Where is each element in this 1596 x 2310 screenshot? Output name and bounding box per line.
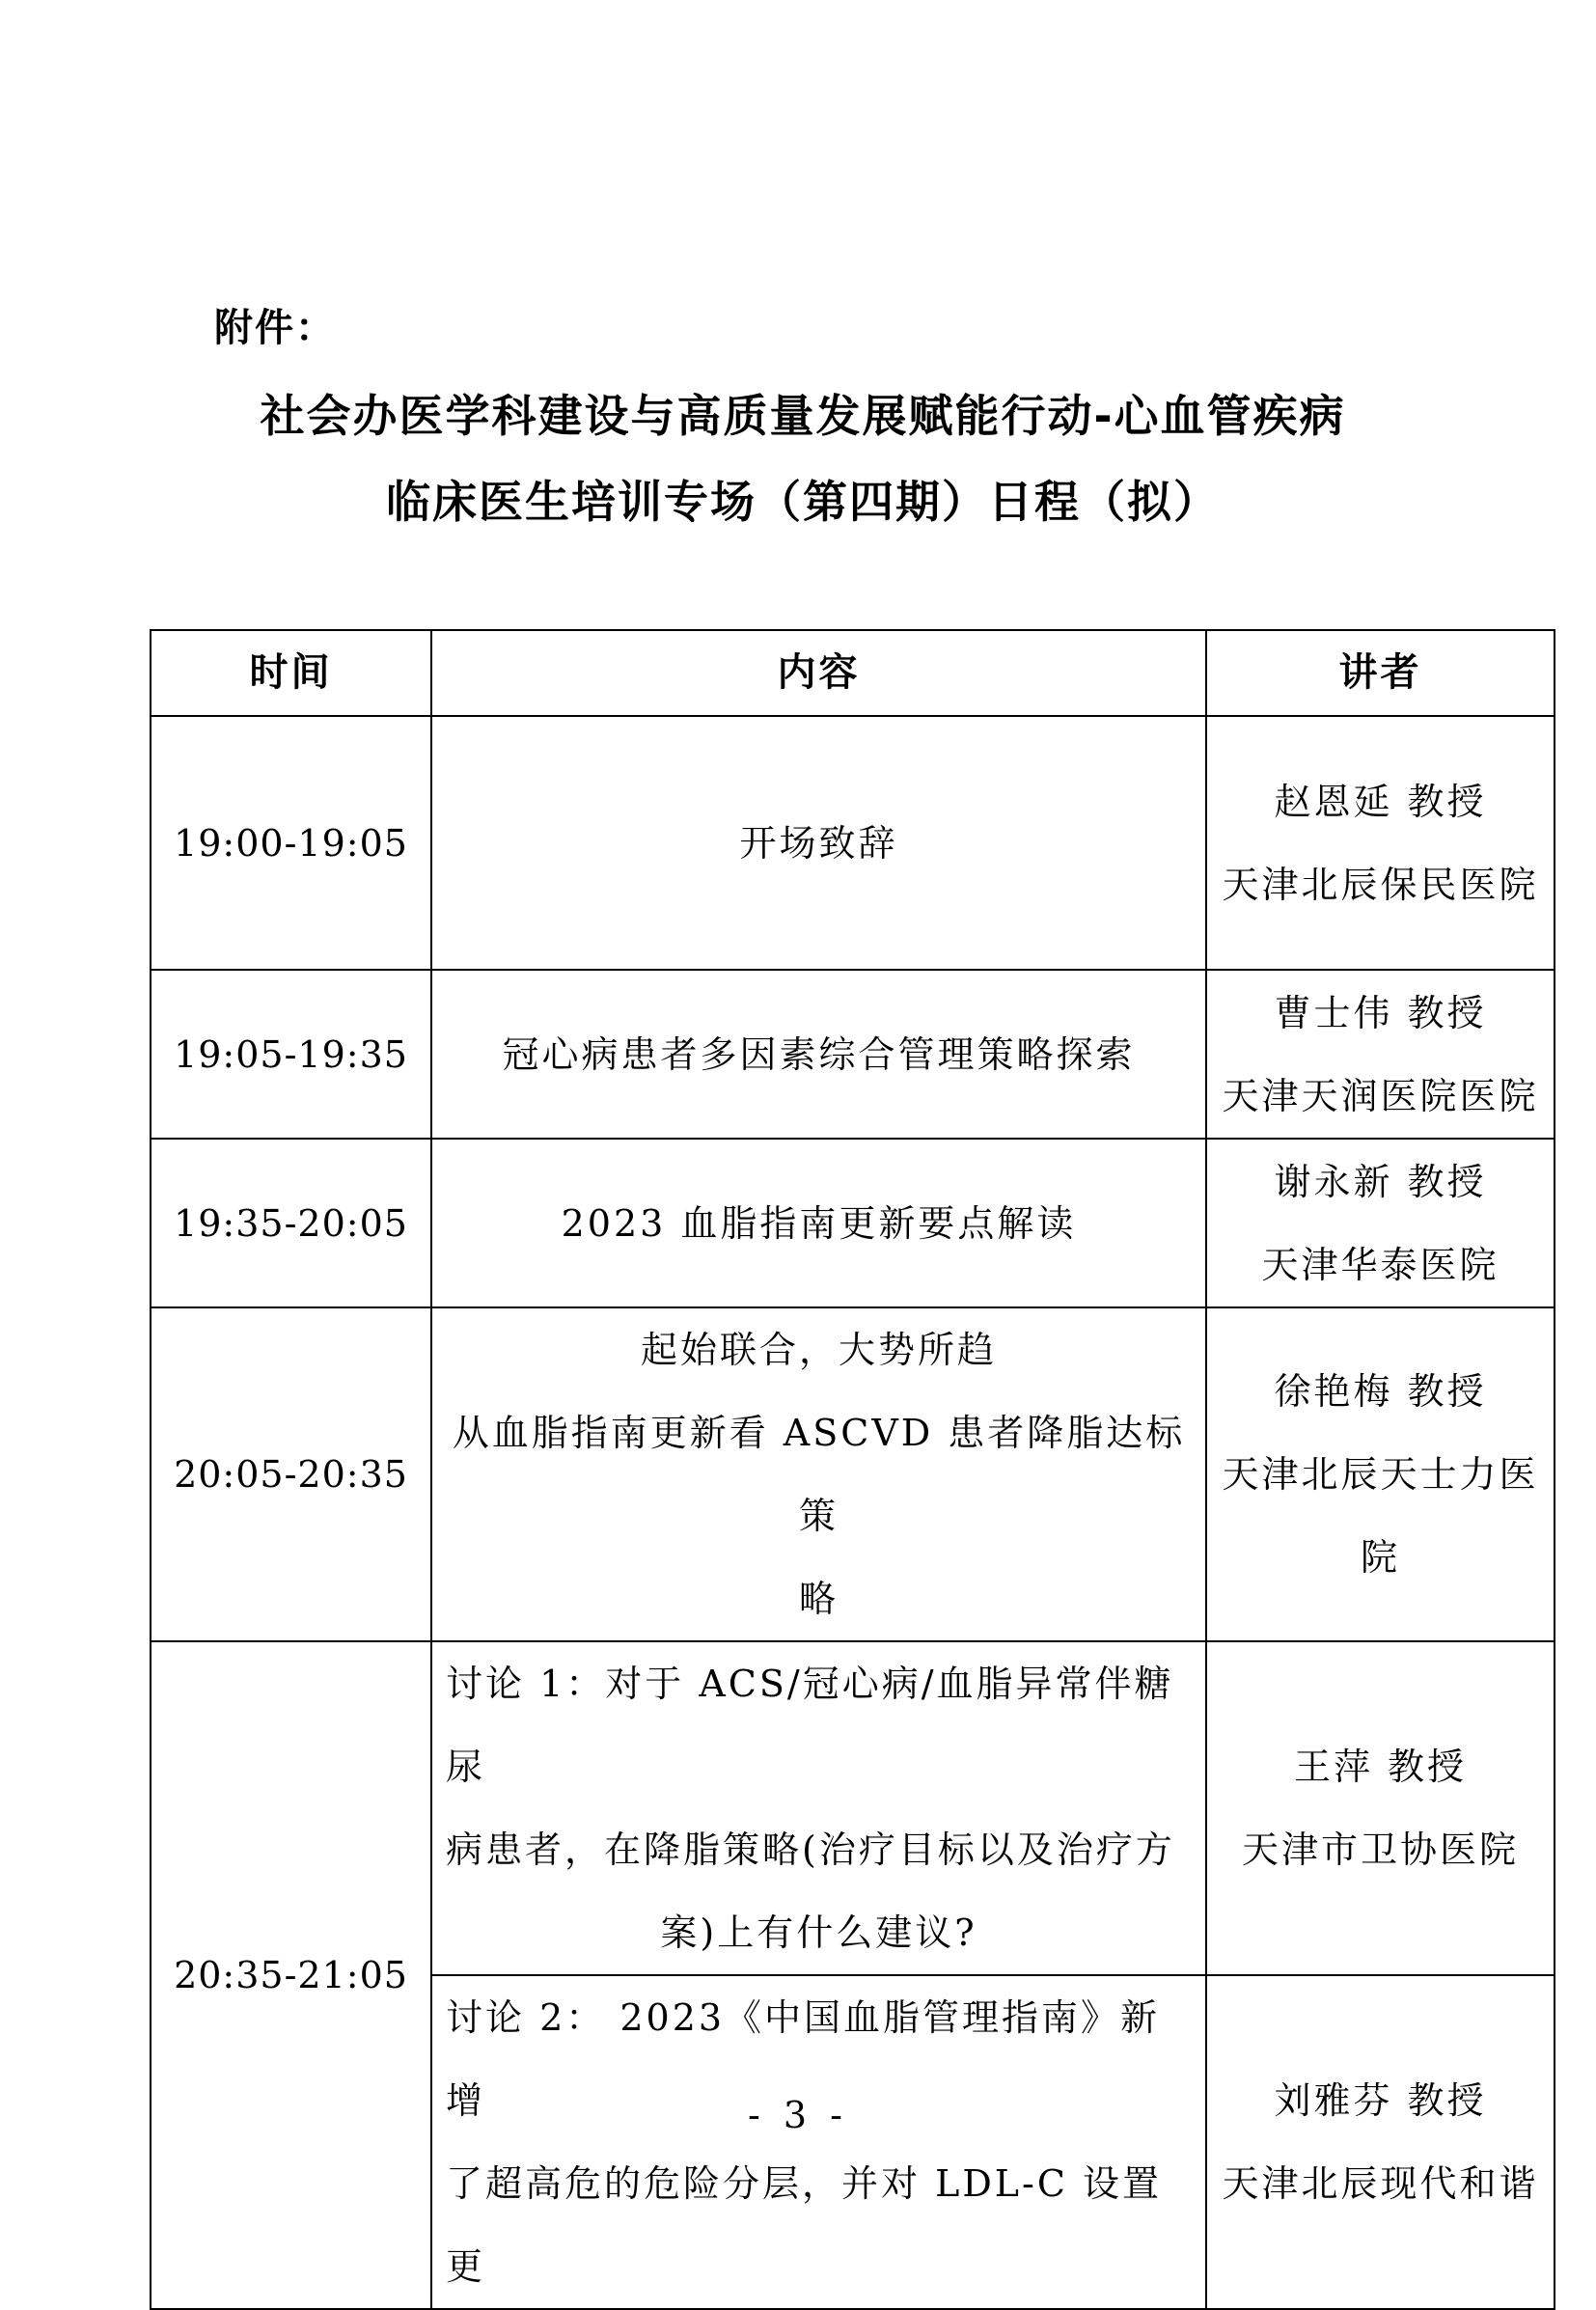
row-content <box>431 716 1206 970</box>
document-title-line-2: 临床医生培训专场（第四期）日程（拟） <box>386 476 1220 528</box>
row-content <box>431 970 1206 1139</box>
speaker-name: 王萍 教授 <box>1293 1746 1468 1788</box>
speaker-hospital: 天津北辰现代和谐 <box>1222 2162 1539 2205</box>
content-line: 开场致辞 <box>739 821 898 865</box>
header-content: 内容 <box>431 630 1206 716</box>
table-row <box>151 716 1555 970</box>
content-line: 讨论 1：对于 ACS/冠心病/血脂异常伴糖尿 <box>446 1663 1174 1788</box>
row-speaker <box>1206 1975 1555 2309</box>
table-row <box>151 1307 1555 1641</box>
page-number: - 3 - <box>747 2094 848 2136</box>
speaker-hospital: 天津华泰医院 <box>1261 1243 1500 1286</box>
row-time: 20:35-21:05 <box>151 1641 431 2309</box>
document-title-line-1: 社会办医学科建设与高质量发展赋能行动-心血管疾病 <box>260 390 1346 442</box>
row-speaker <box>1206 1641 1555 1975</box>
header-speaker: 讲者 <box>1206 630 1555 716</box>
row-content <box>431 1307 1206 1641</box>
row-content <box>431 1975 1206 2309</box>
speaker-hospital: 院 <box>1360 1536 1400 1579</box>
header-time: 时间 <box>151 630 431 716</box>
row-time: 19:05-19:35 <box>151 970 431 1139</box>
speaker-name: 赵恩延 教授 <box>1274 780 1487 823</box>
content-line: 讨论 2： 2023《中国血脂管理指南》新增 <box>446 1996 1161 2122</box>
table-row <box>151 1139 1555 1307</box>
attachment-label: 附件： <box>214 306 336 350</box>
row-content <box>431 1139 1206 1307</box>
row-time: 19:35-20:05 <box>151 1139 431 1307</box>
table-row <box>151 970 1555 1139</box>
speaker-name: 曹士伟 教授 <box>1274 991 1487 1034</box>
content-line: 了超高危的危险分层，并对 LDL-C 设置更 <box>446 2162 1163 2288</box>
content-line: 起始联合，大势所趋 <box>640 1329 997 1371</box>
speaker-hospital: 天津市卫协医院 <box>1241 1829 1519 1871</box>
schedule-table <box>150 629 1555 2310</box>
content-line: 从血脂指南更新看 ASCVD 患者降脂达标策 <box>452 1412 1186 1537</box>
content-line: 病患者，在降脂策略(治疗目标以及治疗方 <box>446 1829 1175 1871</box>
speaker-name: 徐艳梅 教授 <box>1274 1370 1487 1413</box>
content-line: 略 <box>798 1578 839 1620</box>
speaker-hospital: 天津天润医院医院 <box>1222 1074 1539 1117</box>
row-content <box>431 1641 1206 1975</box>
content-line: 案)上有什么建议? <box>660 1911 977 1954</box>
speaker-name: 刘雅芬 教授 <box>1274 2079 1487 2122</box>
row-speaker <box>1206 1139 1555 1307</box>
table-header-row <box>151 630 1555 716</box>
row-speaker <box>1206 716 1555 970</box>
row-time: 20:05-20:35 <box>151 1307 431 1641</box>
table-row <box>151 1641 1555 1975</box>
row-speaker <box>1206 970 1555 1139</box>
content-line: 冠心病患者多因素综合管理策略探索 <box>502 1032 1136 1076</box>
content-line: 2023 血脂指南更新要点解读 <box>561 1201 1077 1245</box>
speaker-name: 谢永新 教授 <box>1274 1160 1487 1203</box>
row-time: 19:00-19:05 <box>151 716 431 970</box>
speaker-hospital: 天津北辰保民医院 <box>1222 863 1539 906</box>
speaker-hospital: 天津北辰天士力医 <box>1222 1453 1539 1496</box>
row-speaker <box>1206 1307 1555 1641</box>
